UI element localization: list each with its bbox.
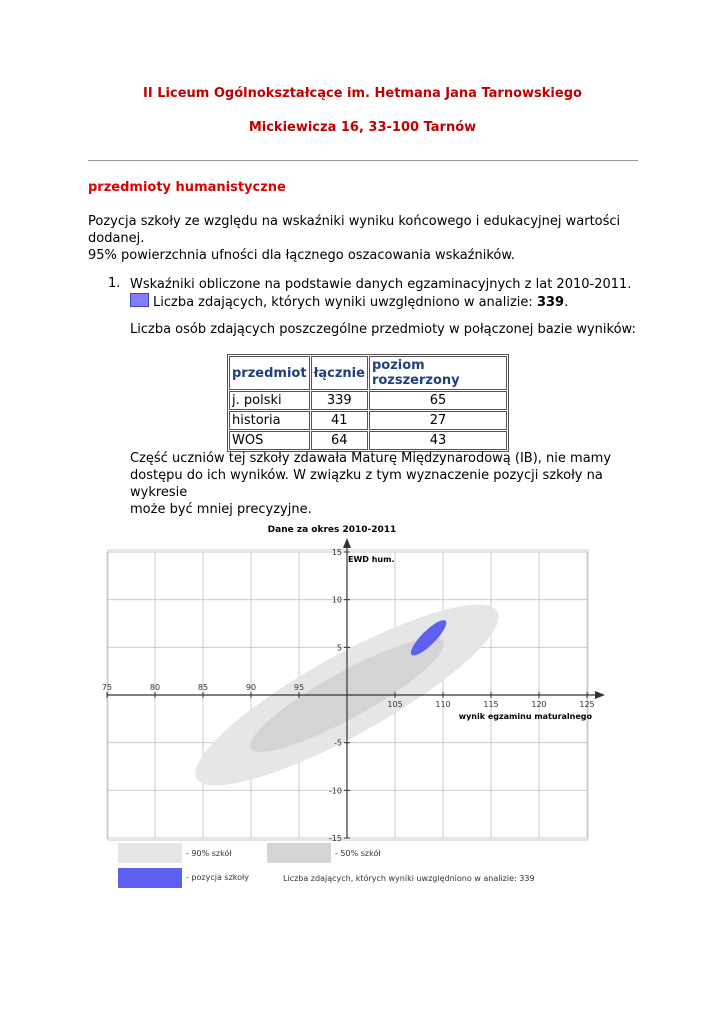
cell-extended: 43 <box>369 431 507 450</box>
note-line-2: dostępu do ich wyników. W związku z tym wyznaczenie pozycji szkoły na wykresie <box>130 468 603 500</box>
legend-swatch-position <box>118 868 182 888</box>
cell-subject: j. polski <box>229 391 310 410</box>
y-tick-label: 15 <box>331 548 342 557</box>
section-title: przedmioty humanistyczne <box>88 180 286 195</box>
col-header-total: łącznie <box>311 356 368 390</box>
y-tick-label: -15 <box>328 834 342 843</box>
y-axis-label: EWD hum. <box>348 555 395 564</box>
legend-swatch-50 <box>267 843 331 863</box>
count-suffix: . <box>564 295 569 310</box>
x-tick-label: 115 <box>483 700 499 709</box>
x-axis-arrow <box>595 691 605 699</box>
chart-title: Dane za okres 2010-2011 <box>267 525 397 535</box>
note-line-1: Część uczniów tej szkoły zdawała Maturę Międzynarodową (IB), nie mamy <box>130 451 612 466</box>
x-tick-label: 80 <box>149 683 161 692</box>
legend-label-90: - 90% szkół <box>186 849 232 858</box>
count-value: 339 <box>536 295 565 310</box>
intro-line-2: dodanej. <box>88 231 145 246</box>
intro-text <box>88 213 628 264</box>
ib-note <box>130 450 650 518</box>
school-name: II Liceum Ogólnokształcące im. Hetmana Jana Tarnowskiego <box>143 86 582 101</box>
list-number: 1. <box>108 276 121 291</box>
table-row <box>229 431 507 450</box>
col-header-subject: przedmiot <box>229 356 310 390</box>
y-tick-label: 5 <box>336 643 342 653</box>
table-header-row <box>229 356 507 390</box>
ewd-chart <box>0 515 725 895</box>
table-intro: Liczba osób zdających poszczególne przedmioty w połączonej bazie wyników: <box>130 322 636 337</box>
cell-extended: 27 <box>369 411 507 430</box>
legend-count-text: Liczba zdających, których wyniki uwzględniono w analizie: 339 <box>283 874 535 883</box>
x-tick-label: 75 <box>101 683 113 692</box>
x-axis-label: wynik egzaminu maturalnego <box>458 712 592 721</box>
subjects-table <box>227 354 509 452</box>
school-address: Mickiewicza 16, 33-100 Tarnów <box>248 120 477 135</box>
y-tick-label: -10 <box>328 786 342 796</box>
count-label: Liczba zdających, których wyniki uwzględniono w analizie: <box>153 295 533 310</box>
cell-total: 64 <box>311 431 368 450</box>
list-item-text <box>130 276 650 311</box>
divider <box>88 160 638 161</box>
x-tick-label: 85 <box>197 683 209 692</box>
table-row <box>229 411 507 430</box>
note-line-3: może być mniej precyzyjne. <box>130 502 312 517</box>
y-tick-label: 10 <box>331 595 342 605</box>
legend-label-position: - pozycja szkoły <box>186 873 250 882</box>
cell-extended: 65 <box>369 391 507 410</box>
y-axis-arrow <box>343 538 351 548</box>
intro-line-1: Pozycja szkoły ze względu na wskaźniki wyniku końcowego i edukacyjnej wartości <box>88 214 621 229</box>
y-tick-label: -5 <box>334 738 342 748</box>
x-tick-label: 110 <box>435 700 451 709</box>
item-description: Wskaźniki obliczone na podstawie danych egzaminacyjnych z lat 2010-2011. <box>130 277 632 292</box>
cell-subject: historia <box>229 411 310 430</box>
school-position-swatch <box>130 293 149 307</box>
cell-subject: WOS <box>229 431 310 450</box>
legend-swatch-90 <box>118 843 182 863</box>
legend-label-50: - 50% szkół <box>335 849 381 858</box>
x-tick-label: 95 <box>293 683 305 692</box>
cell-total: 41 <box>311 411 368 430</box>
x-tick-label: 125 <box>579 700 595 709</box>
table-row <box>229 391 507 410</box>
col-header-extended: poziom rozszerzony <box>369 356 507 390</box>
cell-total: 339 <box>311 391 368 410</box>
item-count-line <box>130 293 650 311</box>
x-tick-label: 90 <box>245 683 257 692</box>
intro-line-3: 95% powierzchnia ufności dla łącznego oszacowania wskaźników. <box>88 248 515 263</box>
x-tick-label: 120 <box>531 700 547 709</box>
x-tick-label: 105 <box>387 700 403 709</box>
